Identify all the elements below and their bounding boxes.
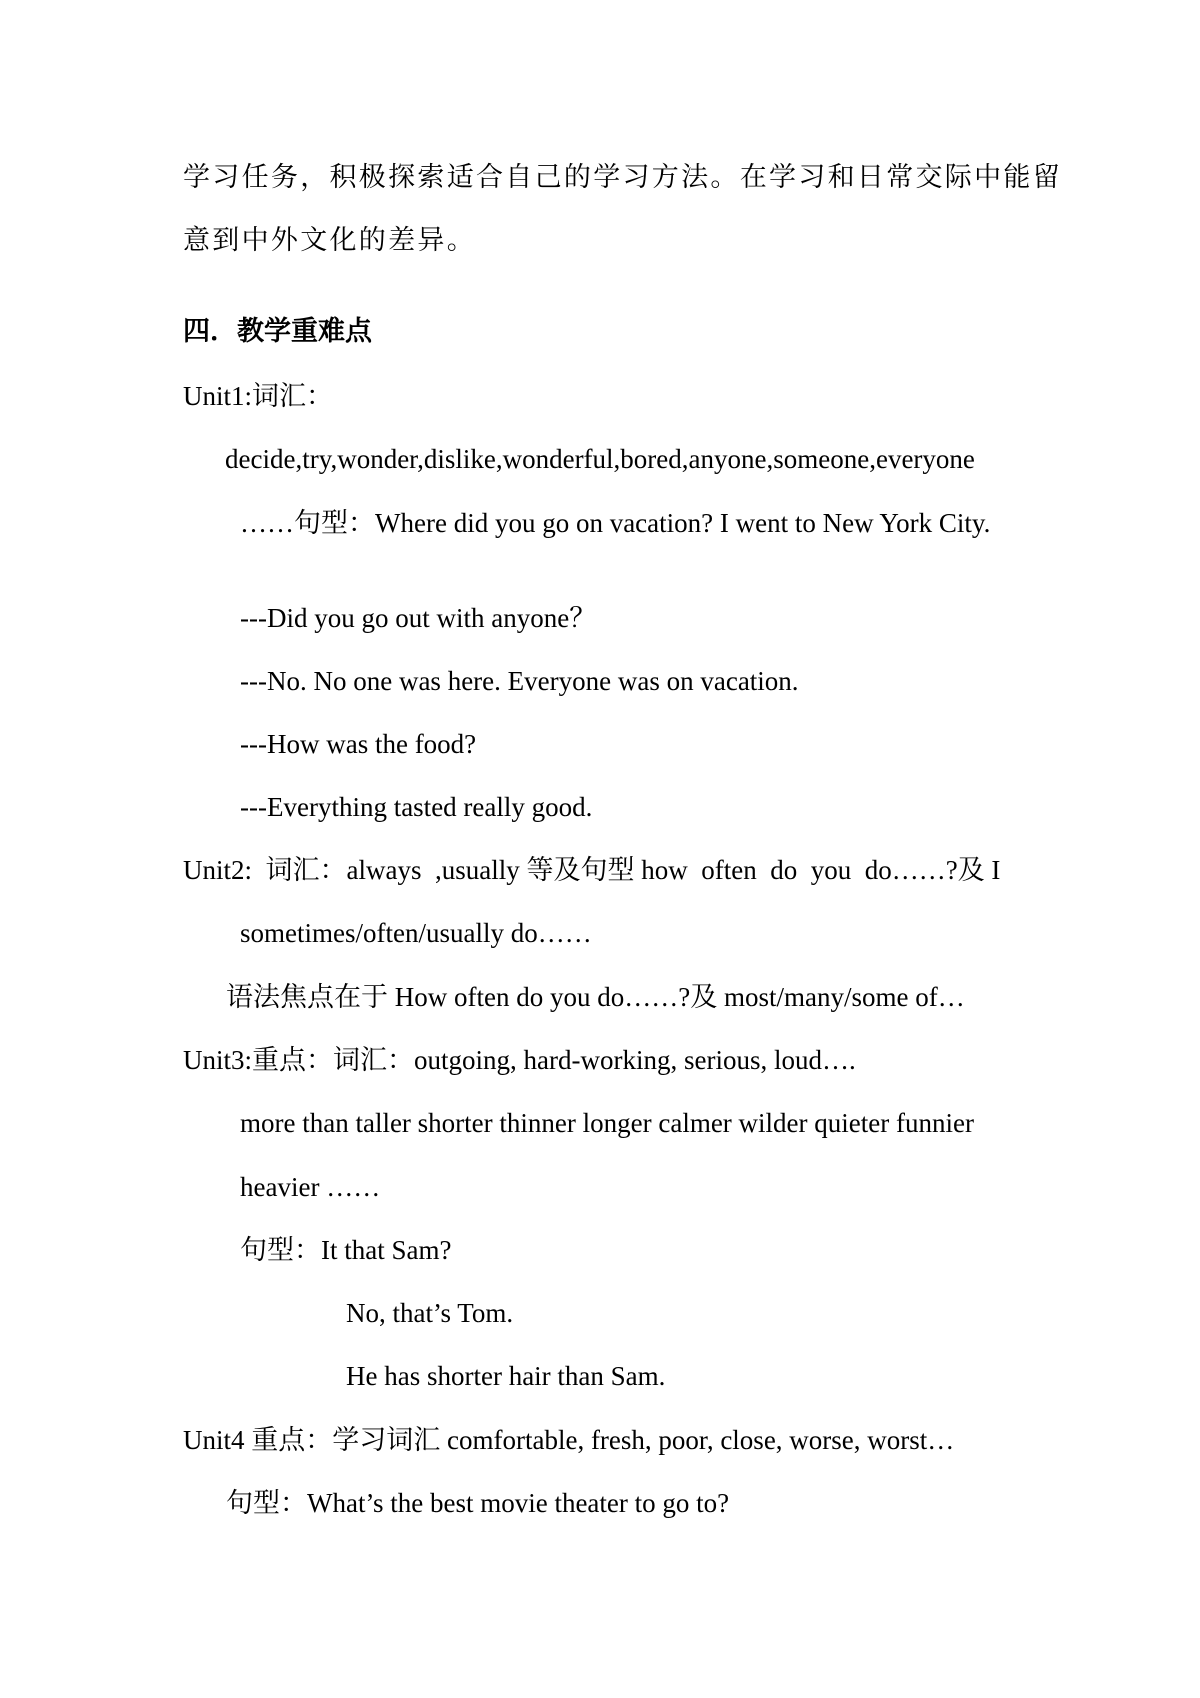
section-heading: 四．教学重难点 (183, 316, 372, 347)
unit1-dialogue-line-1: ---Did you go out with anyone？ (240, 603, 597, 633)
unit3-answer-2: He has shorter hair than Sam. (346, 1361, 666, 1391)
paragraph-line-1: 学习任务，积极探索适合自己的学习方法。在学习和日常交际中能留 (183, 162, 1062, 193)
unit3-answer-1: No, that’s Tom. (346, 1298, 514, 1328)
unit2-grammar: 语法焦点在于 How often do you do……?及 most/many/some of… (226, 982, 965, 1012)
unit2-line-2: sometimes/often/usually do…… (240, 918, 592, 948)
unit1-label: Unit1:词汇： (183, 381, 334, 411)
unit1-dialogue-line-2: ---No. No one was here. Everyone was on vacation. (240, 666, 799, 696)
unit3-label: Unit3:重点：词汇：outgoing, hard-working, serious, loud…. (183, 1045, 856, 1075)
unit2-line-1: Unit2: 词汇：always ,usually 等及句型 how often do you do……?及 I (183, 855, 1001, 885)
unit1-dialogue-line-3: ---How was the food? (240, 729, 477, 759)
unit1-pattern: ……句型：Where did you go on vacation? I went to New York City. (240, 508, 991, 538)
unit3-comparatives-1: more than taller shorter thinner longer calmer wilder quieter funnier (240, 1108, 974, 1138)
unit1-dialogue-line-4: ---Everything tasted really good. (240, 792, 593, 822)
unit1-vocab: decide,try,wonder,dislike,wonderful,bored,anyone,someone,everyone (225, 444, 975, 474)
paragraph-line-2: 意到中外文化的差异。 (183, 225, 476, 256)
unit4-label: Unit4 重点：学习词汇 comfortable, fresh, poor, close, worse, worst… (183, 1425, 955, 1455)
unit4-pattern: 句型：What’s the best movie theater to go to? (226, 1488, 730, 1518)
unit3-comparatives-2: heavier …… (240, 1172, 381, 1202)
unit3-pattern: 句型：It that Sam? (240, 1235, 452, 1265)
